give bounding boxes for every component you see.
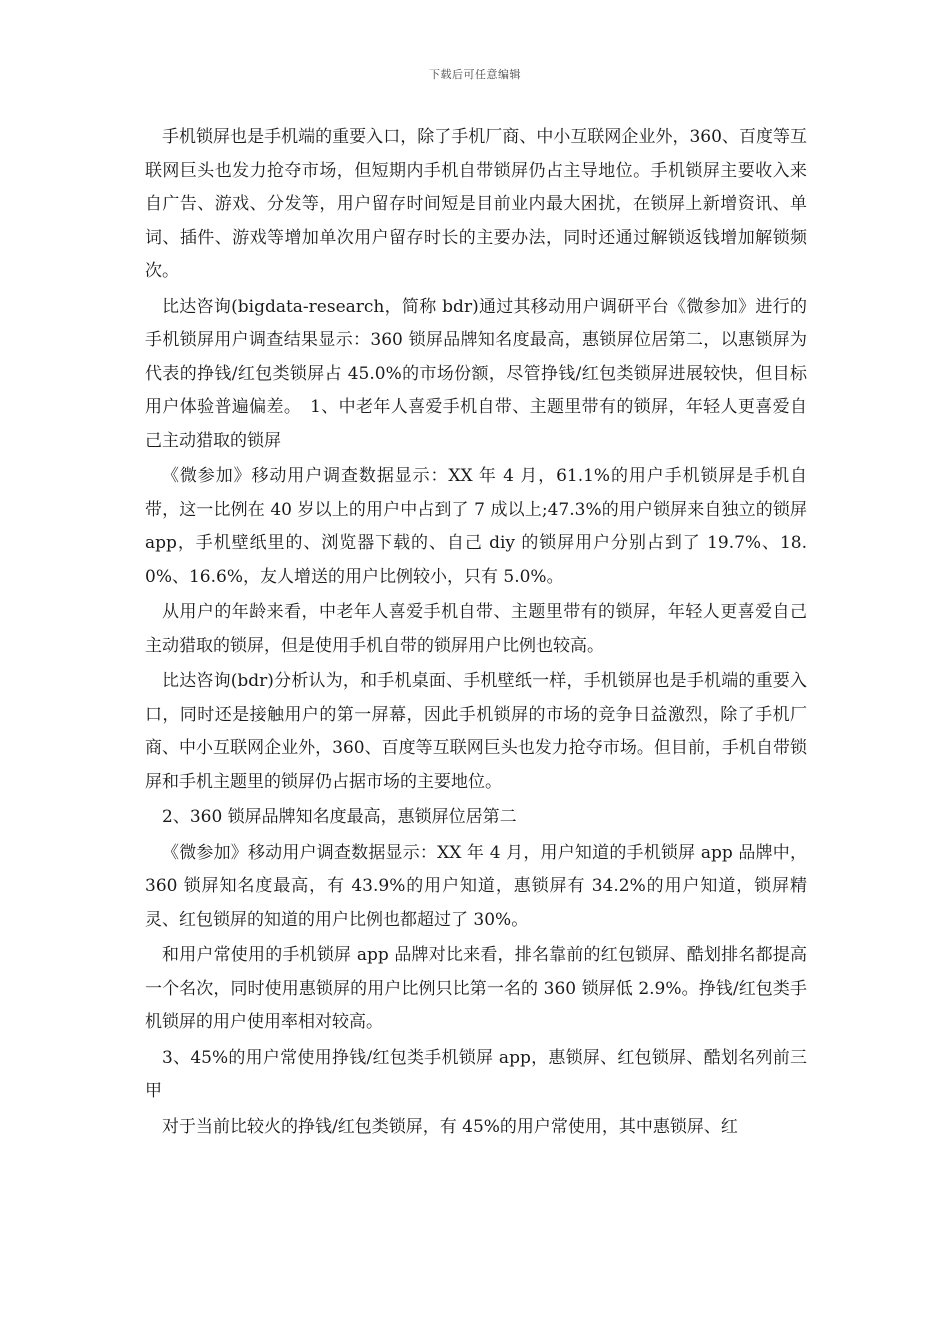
paragraph-1: 手机锁屏也是手机端的重要入口，除了手机厂商、中小互联网企业外，360、百度等互联网巨头也发力抢夺市场，但短期内手机自带锁屏仍占主导地位。手机锁屏主要收入来自广告、游戏、分发等，用户留存时间短是目前业内最大困扰，在锁屏上新增资讯、单词、插件、游戏等增加单次用户留存时长的主要办法，同时还通过解锁返钱增加解锁频次。 — [145, 127, 807, 281]
paragraph-8: 对于当前比较火的挣钱/红包类锁屏，有 45%的用户常使用，其中惠锁屏、红 — [162, 1116, 738, 1137]
section-heading-2: 2、360 锁屏品牌知名度最高，惠锁屏位居第二 — [162, 807, 517, 827]
document-body — [145, 121, 807, 1144]
paragraph-2: 比达咨询(bigdata-research，简称 bdr)通过其移动用户调研平台《微参加》进行的手机锁屏用户调查结果显示：360 锁屏品牌知名度最高，惠锁屏位居第二，以惠锁屏为代表的挣钱/红包类锁屏占 45.0%的市场份额，尽管挣钱/红包类锁屏进展较快，但目标用户体验普遍偏差。 1、中老年人喜爱手机自带、主题里带有的锁屏，年轻人更喜爱自己主动猎取的锁屏 — [145, 296, 807, 451]
paragraph-5: 比达咨询(bdr)分析认为，和手机桌面、手机壁纸一样，手机锁屏也是手机端的重要入口，同时还是接触用户的第一屏幕，因此手机锁屏的市场的竞争日益激烈，除了手机厂商、中小互联网企业外，360、百度等互联网巨头也发力抢夺市场。但目前，手机自带锁屏和手机主题里的锁屏仍占据市场的主要地位。 — [145, 671, 807, 792]
paragraph-7: 和用户常使用的手机锁屏 app 品牌对比来看，排名靠前的红包锁屏、酷划排名都提高一个名次，同时使用惠锁屏的用户比例只比第一名的 360 锁屏低 2.9%。挣钱/红包类手机锁屏的用户使用率相对较高。 — [145, 945, 807, 1032]
paragraph-4: 从用户的年龄来看，中老年人喜爱手机自带、主题里带有的锁屏，年轻人更喜爱自己主动猎取的锁屏，但是使用手机自带的锁屏用户比例也较高。 — [145, 602, 807, 656]
paragraph-6: 《微参加》移动用户调查数据显示：XX 年 4 月，用户知道的手机锁屏 app 品牌中，360 锁屏知名度最高，有 43.9%的用户知道，惠锁屏有 34.2%的用户知道，锁屏精灵、红包锁屏的知道的用户比例也都超过了 30%。 — [145, 842, 807, 930]
paragraph-3: 《微参加》移动用户调查数据显示：XX 年 4 月，61.1%的用户手机锁屏是手机自带，这一比例在 40 岁以上的用户中占到了 7 成以上;47.3%的用户锁屏来自独立的锁屏 app，手机壁纸里的、浏览器下载的、自己 diy 的锁屏用户分别占到了 19.7%、18.0%、16.6%，友人增送的用户比例较小，只有 5.0%。 — [145, 466, 807, 587]
section-heading-3: 3、45%的用户常使用挣钱/红包类手机锁屏 app，惠锁屏、红包锁屏、酷划名列前三甲 — [145, 1047, 807, 1101]
page-header: 下载后可任意编辑 — [429, 68, 521, 81]
